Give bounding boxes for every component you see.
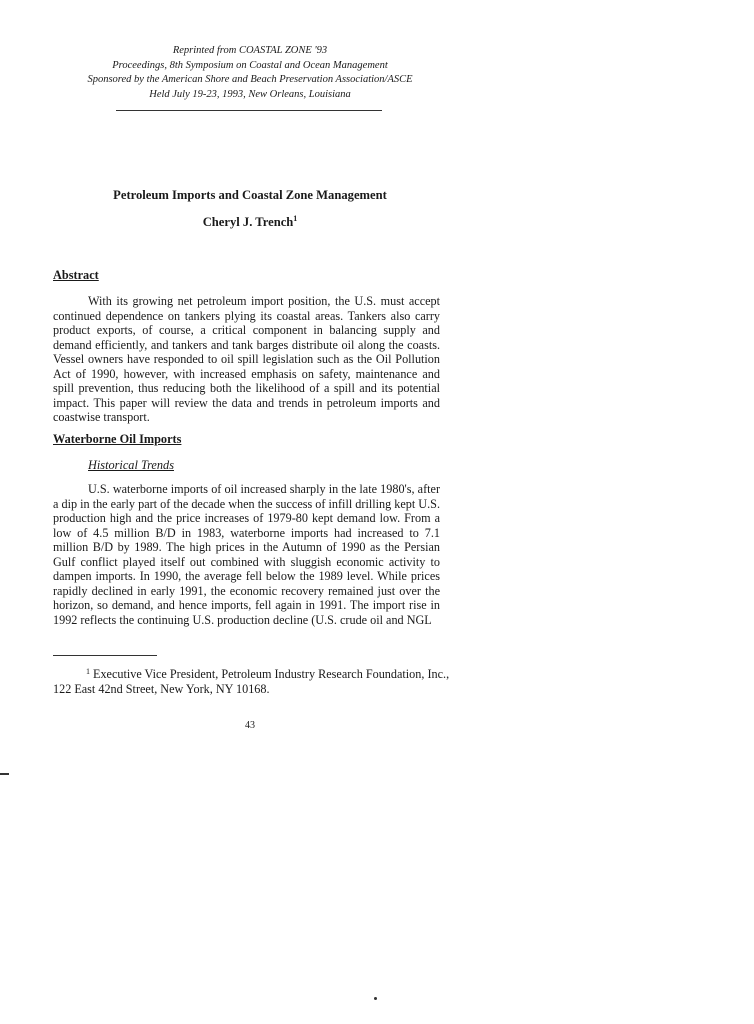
header-line-proceedings: Proceedings, 8th Symposium on Coastal and Ocean Management xyxy=(112,59,388,71)
header-rule xyxy=(116,110,382,111)
header-line-sponsor: Sponsored by the American Shore and Beach Preservation Association/ASCE xyxy=(87,74,413,85)
abstract-heading: Abstract xyxy=(53,268,99,282)
header-line-dates: Held July 19-23, 1993, New Orleans, Louisiana xyxy=(149,88,351,100)
footnote-rule xyxy=(53,655,157,656)
footnote-text: Executive Vice President, Petroleum Industry Research Foundation, Inc., 122 East 42nd Street, New York, NY 10168. xyxy=(53,667,450,696)
header-line-reprint: Reprinted from COASTAL ZONE '93 xyxy=(172,45,328,56)
author-footnote-mark: 1 xyxy=(293,214,298,223)
scan-dot xyxy=(374,997,377,1000)
reprint-header xyxy=(60,44,440,102)
section-subheading: Historical Trends xyxy=(88,458,174,472)
scan-edge-mark xyxy=(0,773,9,775)
footnote-mark: 1 xyxy=(86,667,90,676)
paper-title: Petroleum Imports and Coastal Zone Management xyxy=(113,188,387,202)
author-line xyxy=(60,214,440,230)
body-paragraph: U.S. waterborne imports of oil increased sharply in the late 1980's, after a dip in the early part of the decade when the success of infill drilling kept U.S. production high and the price increases of 1979-80 kept demand low. From a low of 4.5 million B/D in 1983, waterborne imports had increased to 7.1 million B/D by 1989. The high prices in the Autumn of 1990 as the Persian Gulf conflict played itself out combined with sluggish economic activity to dampen imports. In 1990, the average fell below the 1989 level. While prices rapidly declined in early 1991, the economic recovery remained just over the horizon, so demand, and hence imports, fell again in 1991. The import rise in 1992 reflects the continuing U.S. production decline (U.S. crude oil and NGL xyxy=(53,482,440,627)
footnote xyxy=(53,664,453,697)
section-heading: Waterborne Oil Imports xyxy=(53,432,182,446)
page-number: 43 xyxy=(245,720,255,731)
author-name: Cheryl J. Trench xyxy=(202,215,294,229)
abstract-paragraph: With its growing net petroleum import position, the U.S. must accept continued dependence on tankers plying its coastal areas. Tankers also carry product exports, of course, a critical component in balancing supply and demand efficiently, and tankers and tank barges distribute oil along the coasts. Vessel owners have responded to oil spill legislation such as the Oil Pollution Act of 1990, however, with increased emphasis on safety, maintenance and spill prevention, thus reducing both the likelihood of a spill and its potential impact. This paper will review the data and trends in petroleum imports and coastwise transport. xyxy=(53,294,440,424)
